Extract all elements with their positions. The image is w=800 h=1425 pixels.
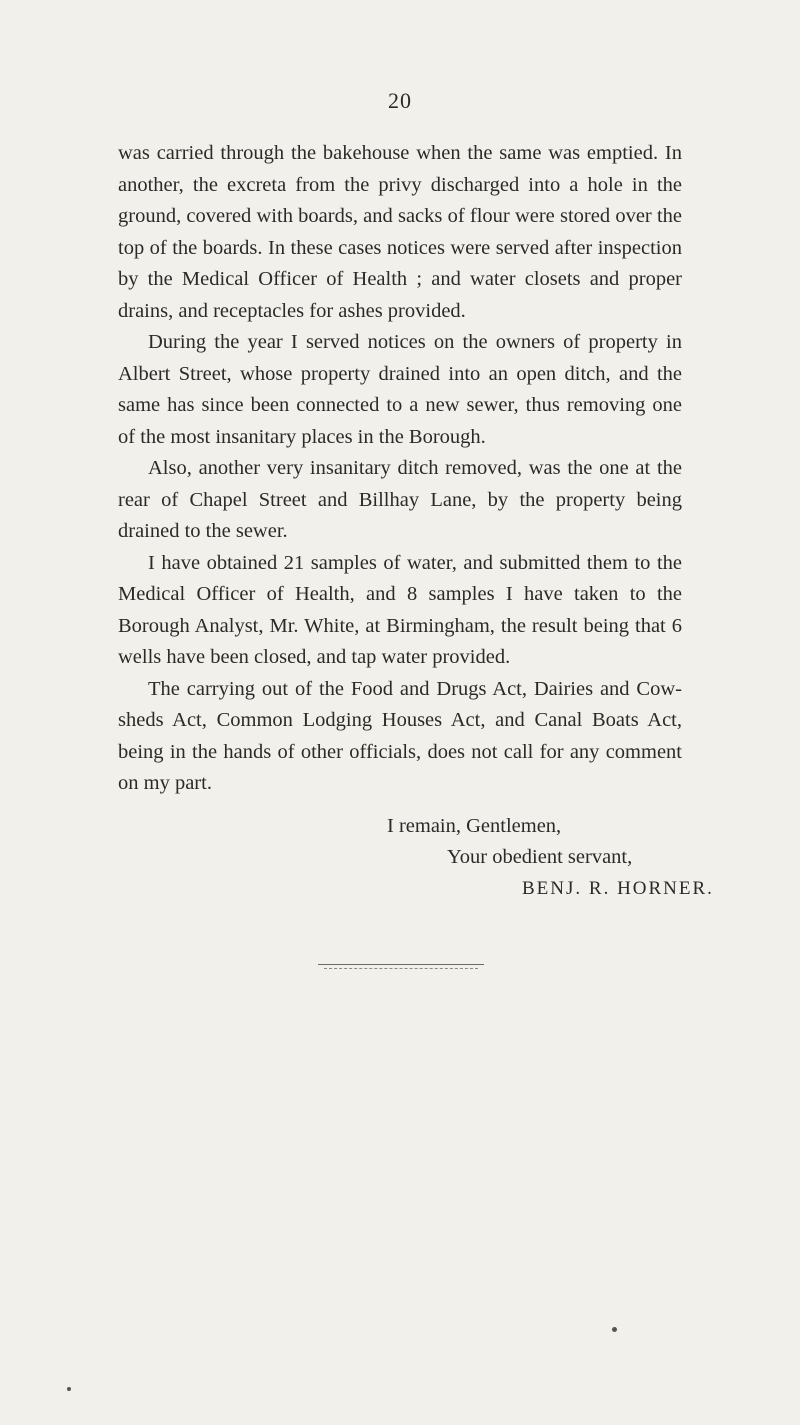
paragraph-acts: The carrying out of the Food and Drugs Act, Dairies and Cow-sheds Act, Common Lodging Houses Act, and Canal Boats Act, being in the hands of other officials, does not call for any comment on my part. xyxy=(118,677,682,794)
paragraph-water-samples: I have obtained 21 samples of water, and submitted them to the Medical Officer of Health, and 8 samples I have taken to the Borough Analyst, Mr. White, at Birmingham, the result being that 6 wells have been closed, and tap water provided. xyxy=(118,551,682,668)
ink-speck xyxy=(67,1387,71,1391)
end-rule-dashed xyxy=(324,968,478,969)
closing-salutation: I remain, Gentlemen, xyxy=(387,815,562,837)
paragraph-albert-street: During the year I served notices on the owners of property in Albert Street, whose property drained into an open ditch, and the same has since been connected to a new sewer, thus removing one of the most insanitary places in the Borough. xyxy=(118,331,682,448)
closing-servant: Your obedient servant, xyxy=(447,846,633,868)
end-rule xyxy=(318,964,484,965)
paragraph-bakehouse: was carried through the bakehouse when the same was emptied. In another, the excreta from the privy discharged into a hole in the ground, covered with boards, and sacks of flour were stored over the top of the boards. In these cases notices were served after inspection by the Medical Officer of Health ; and water closets and proper drains, and receptacles for ashes provided. xyxy=(118,142,682,322)
paragraph-chapel-street: Also, another very insanitary ditch removed, was the one at the rear of Chapel Street and Billhay Lane, by the property being drained to the sewer. xyxy=(118,457,682,542)
ink-speck xyxy=(612,1327,617,1332)
page-number: 20 xyxy=(388,88,412,113)
signature: BENJ. R. HORNER. xyxy=(522,878,714,899)
report-body xyxy=(118,138,682,800)
